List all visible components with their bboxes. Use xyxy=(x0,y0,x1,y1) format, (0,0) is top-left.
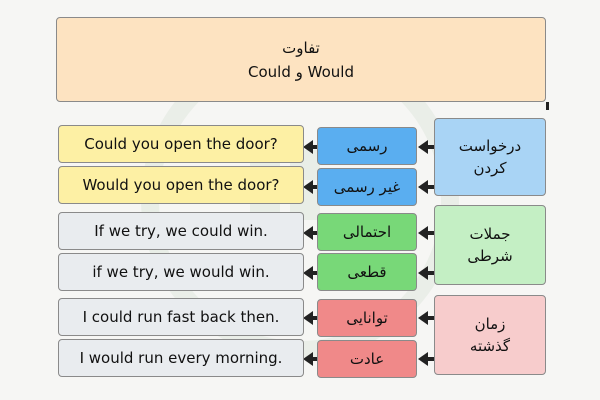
arrow xyxy=(303,268,317,278)
sentence-informal: Would you open the door? xyxy=(58,166,304,204)
arrow xyxy=(418,228,434,238)
sentence-formal: Could you open the door? xyxy=(58,125,304,163)
label-habit: عادت xyxy=(317,340,417,378)
title-line-2: Could و Would xyxy=(248,62,354,81)
category-request-line-1: درخواست xyxy=(458,137,522,155)
arrow xyxy=(418,182,434,192)
category-request-line-2: کردن xyxy=(473,159,507,177)
arrow xyxy=(303,313,317,323)
sentence-ability: I could run fast back then. xyxy=(58,298,304,336)
title-line-1: تفاوت xyxy=(282,38,320,57)
label-ability: توانایی xyxy=(317,299,417,337)
category-conditional xyxy=(434,205,546,285)
sentence-definite: if we try, we would win. xyxy=(58,253,304,291)
arrow xyxy=(418,354,434,364)
arrow xyxy=(303,228,317,238)
arrow xyxy=(303,354,317,364)
category-conditional-line-1: جملات xyxy=(469,225,511,243)
arrow xyxy=(418,313,434,323)
category-past xyxy=(434,295,546,375)
category-request xyxy=(434,118,546,196)
arrow xyxy=(303,182,317,192)
label-possible: احتمالی xyxy=(317,213,417,251)
category-conditional-line-2: شرطی xyxy=(467,247,513,265)
arrow xyxy=(303,142,317,152)
label-definite: قطعی xyxy=(317,253,417,291)
sentence-possible: If we try, we could win. xyxy=(58,212,304,250)
title-connector xyxy=(546,102,549,110)
category-past-line-1: زمان xyxy=(474,315,506,333)
label-informal: غیر رسمی xyxy=(317,168,417,206)
label-formal: رسمی xyxy=(317,127,417,165)
arrow xyxy=(418,268,434,278)
category-past-line-2: گذشته xyxy=(469,337,511,355)
arrow xyxy=(418,142,434,152)
title-box xyxy=(56,17,546,102)
sentence-habit: I would run every morning. xyxy=(58,339,304,377)
